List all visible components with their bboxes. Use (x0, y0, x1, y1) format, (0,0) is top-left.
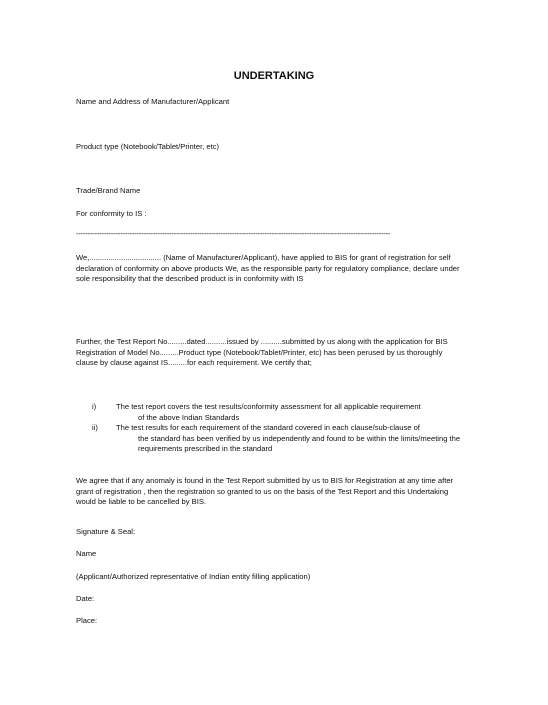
applicant-label: (Applicant/Authorized representative of Indian entity filling application) (76, 572, 311, 581)
document-title: UNDERTAKING (233, 70, 315, 82)
signature-label: Signature & Seal: (76, 527, 136, 536)
list-item-text-continued: of the above Indian Standards (138, 412, 240, 422)
list-item (92, 402, 464, 423)
list-item-text-continued: the standard has been verified by us independently and found to be within the limits/meeting the requirements prescribed in the standard (138, 433, 461, 454)
list-item-number: ii) (92, 423, 98, 433)
name-label: Name (76, 549, 97, 558)
list-item-text: The test report covers the test results/conformity assessment for all applicable requirement (116, 402, 421, 411)
certification-list (92, 402, 464, 455)
anomaly-paragraph: We agree that if any anomaly is found in the Test Report submitted by us to BIS for Registration at any time after grant of registration , then the registration so granted to us on the basis of the Test Report and this Undertaking would be liable to be cancelled by BIS. (76, 476, 454, 507)
field-conformity: For conformity to IS : (76, 209, 147, 218)
list-item-number: i) (92, 402, 97, 411)
field-product-type: Product type (Notebook/Tablet/Printer, etc) (76, 142, 220, 151)
field-trade-brand: Trade/Brand Name (76, 186, 141, 195)
list-item (92, 423, 464, 455)
place-label: Place: (76, 616, 98, 625)
date-label: Date: (76, 594, 95, 603)
list-item-text: The test results for each requirement of the standard covered in each clause/sub-clause of (116, 423, 420, 433)
field-name-address: Name and Address of Manufacturer/Applicant (76, 97, 230, 106)
separator-line: --------------------------------------------------------------------------------------------------------------------------------------- (76, 229, 391, 238)
declaration-paragraph: We,.................................. (Name of Manufacturer/Applicant), have applied to BIS for grant of registration for self declaration of conformity on above products We, as the responsible party for regulatory compliance, declare under sole responsibility that the described product is in conformity with IS (76, 253, 460, 284)
further-paragraph: Further, the Test Report No.........dated..........issued by ..........submitted by us along with the application for BIS Registration of Model No.........Product type (Notebook/Tablet/Printer, etc) has been perused by us thoroughly clause by clause against IS.........for each requirement. We certify that; (76, 337, 448, 368)
